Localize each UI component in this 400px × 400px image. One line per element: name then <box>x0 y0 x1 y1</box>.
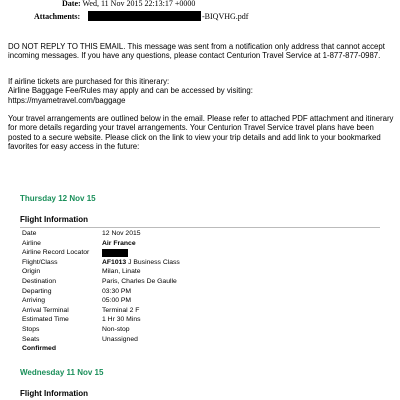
attachment-name-redaction <box>88 11 201 21</box>
date-value: Wed, 11 Nov 2015 22:13:17 +0000 <box>82 0 196 8</box>
attachment-link[interactable]: -BIQVHG.pdf <box>202 12 249 21</box>
flight-number: AF1013 <box>102 258 127 266</box>
baggage-info <box>8 77 396 105</box>
email-date-line <box>62 0 195 8</box>
attachments-label: Attachments: <box>34 12 81 21</box>
baggage-url-link[interactable]: https://myametravel.com/baggage <box>8 95 126 105</box>
itinerary-intro: Your travel arrangements are outlined below in the email. Please refer to attached PDF attachment and itinerary for more details regarding your travel arrangements. Your Centurion Travel Service travel plans have been posted to a secure website. Please click on the link to view your trip details and add link to your bookmarked favorites for easy access in the future: <box>8 114 394 152</box>
baggage-fee-text: Airline Baggage Fee/Rules may apply and can be accessed by visiting: <box>8 86 253 96</box>
flight-information-title: Flight Information <box>20 389 88 398</box>
day-heading: Thursday 12 Nov 15 <box>20 194 96 203</box>
cabin-class: J Business Class <box>126 258 180 266</box>
record-locator-redaction <box>102 249 128 257</box>
flight-information-title: Flight Information <box>20 215 88 224</box>
section-divider <box>20 227 380 228</box>
day-heading: Wednesday 11 Nov 15 <box>20 368 104 377</box>
baggage-intro: If airline tickets are purchased for this itinerary: <box>8 77 170 86</box>
date-label: Date: <box>62 0 81 8</box>
no-reply-notice: DO NOT REPLY TO THIS EMAIL. This message was sent from a notification only address that cannot accept incoming messages. If you have any questions, please contact Centurion Travel Service at 1-877-877-0987. <box>8 42 385 61</box>
